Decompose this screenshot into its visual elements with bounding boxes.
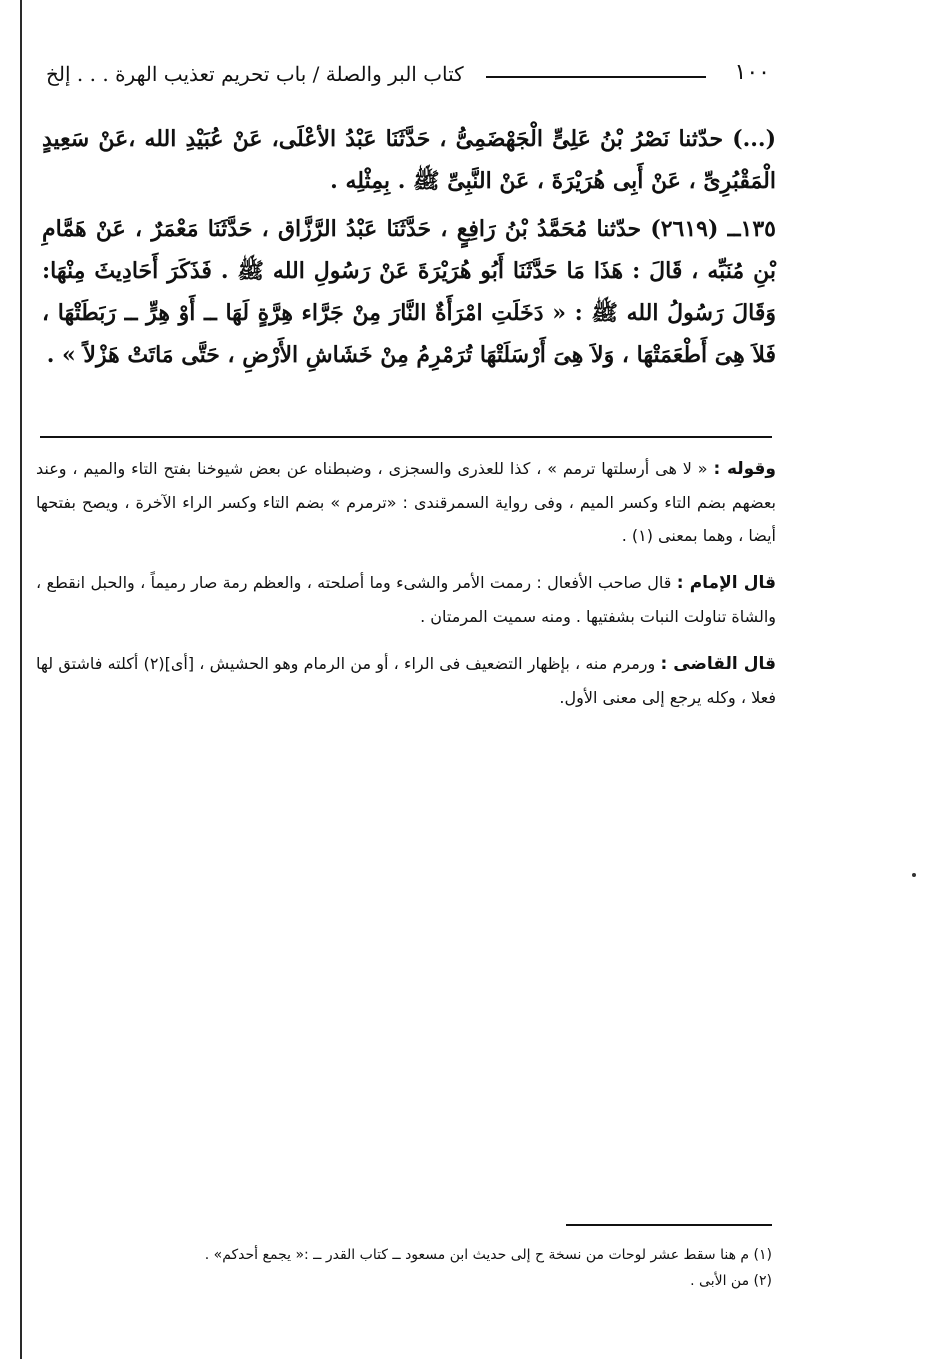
hadith-paragraph: ١٣٥ــ (٢٦١٩) حدّثنا مُحَمَّدُ بْنُ رَافِعٍ ، حَدَّثَنَا عَبْدُ الرَّزَّاق ، حَدَّثَنَا مَعْمَرٌ ، عَنْ هَمَّامِ بْنِ مُنَبِّه ، قَالَ : هَذَا مَا حَدَّثَنَا أَبُو هُرَيْرَةَ عَنْ رَسُولِ الله ﷺ . فَذَكَرَ أَحَادِيثَ مِنْهَا: وَقَالَ رَسُولُ الله ﷺ : « دَخَلَتِ امْرَأَةٌ النَّارَ مِنْ جَرَّاء هِرَّةٍ لَهَا ــ أَوْ هِرٍّ ــ رَبَطَتْهَا ، فَلاَ هِىَ أَطْعَمَتْهَا ، وَلاَ هِىَ أَرْسَلَتْهَا تُرَمْرِمُ مِنْ خَشَاشِ الأَرْضِ ، حَتَّى مَاتَتْ هَزْلاً » .	[42, 216, 776, 368]
commentary-body: قال صاحب الأفعال : رممت الأمر والشىء وما أصلحته ، والعظم رمة صار رميماً ، والحبل انقطع ، والشاة تناولت النبات بشفتيها . ومنه سميت المرمتان .	[36, 573, 776, 626]
hadith-paragraph: (...) حدّثنا نَصْرُ بْنُ عَلِىٍّ الْجَهْضَمِىُّ ، حَدَّثَنَا عَبْدُ الأعْلَى، عَنْ عُبَيْدِ الله ،عَنْ سَعِيدٍ الْمَقْبُرِىِّ ، عَنْ أَبِى هُرَيْرَةَ ، عَنْ النَّبِىِّ ﷺ . بِمِثْلِه .	[42, 126, 776, 194]
commentary-section	[36, 452, 776, 728]
commentary-body: ورمرم منه ، بإظهار التضعيف فى الراء ، أو من الرمام وهو الحشيش ، [أى](٢) أكلته فاشتق لها فعلا ، وكله يرجع إلى معنى الأول.	[36, 654, 776, 707]
commentary-lead: وقوله :	[713, 459, 776, 479]
commentary-paragraph	[36, 647, 776, 714]
scan-speck	[912, 873, 916, 877]
commentary-paragraph	[36, 452, 776, 552]
hadith-text	[42, 118, 776, 382]
running-header-title: كتاب البر والصلة / باب تحريم تعذيب الهرة . . . إلخ	[46, 62, 464, 86]
commentary-lead: قال الإمام :	[676, 573, 776, 593]
footnote-rule	[566, 1224, 772, 1226]
footnote: (١) م هنا سقط عشر لوحات من نسخة ح إلى حديث ابن مسعود ــ كتاب القدر ــ :« يجمع أحدكم» .	[204, 1247, 772, 1263]
header-dash-line	[486, 76, 706, 78]
commentary-body: « لا هى أرسلتها ترمم » ، كذا للعذرى والسجزى ، وضبطناه عن بعض شيوخنا بفتح التاء والميم ، وعند بعضهم بضم التاء وكسر الميم ، وفى رواية السمرقندى : «ترمرم » بضم التاء وكسر الراء الآخرة ، ويصح بفتحها أيضا ، وهما بمعنى (١) .	[36, 459, 776, 545]
footnotes	[40, 1242, 772, 1294]
page-number: ١٠٠	[734, 60, 770, 85]
binding-edge-line	[20, 0, 22, 1359]
footnote: (٢) من الأبى .	[690, 1273, 772, 1289]
commentary-paragraph	[36, 566, 776, 633]
commentary-divider	[40, 436, 772, 438]
commentary-lead: قال القاضى :	[660, 654, 776, 674]
